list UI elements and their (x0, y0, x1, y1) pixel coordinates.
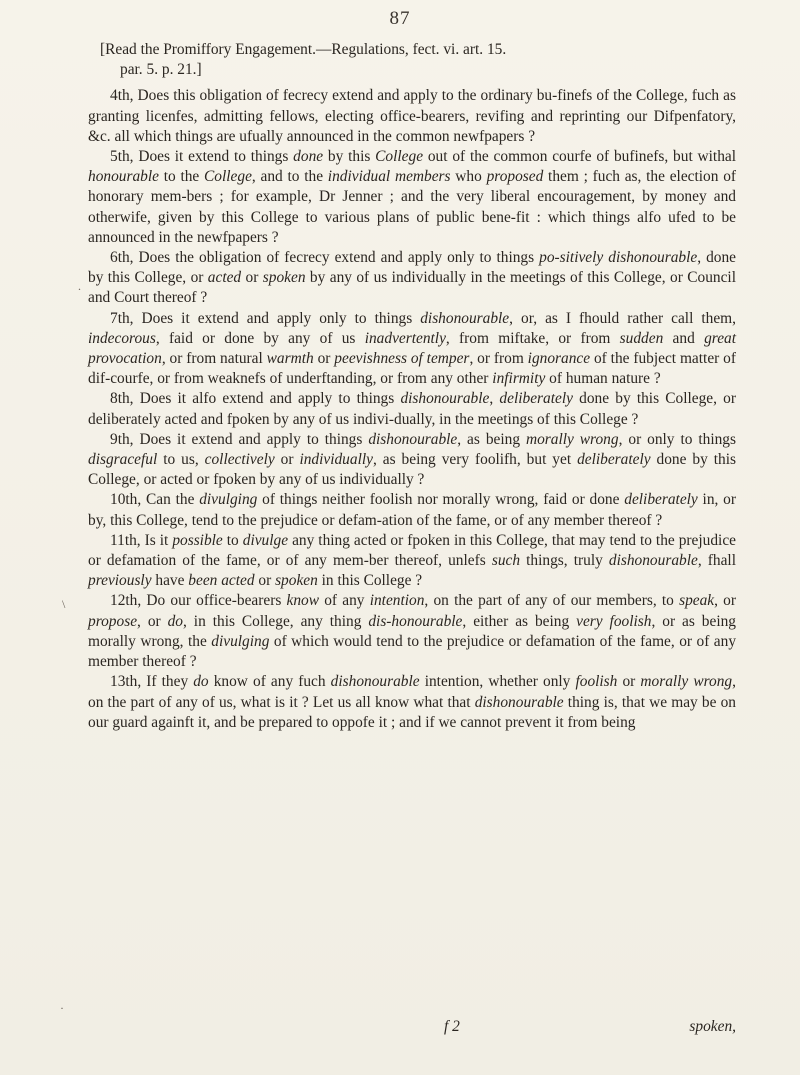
text-run: in this College ? (317, 572, 423, 590)
text-run: 5th, Does it extend to things (110, 148, 294, 166)
italic-run: speak (679, 592, 715, 610)
page-footer (88, 1018, 736, 1040)
italic-run: infirmity (492, 370, 546, 388)
italic-run: proposed (486, 168, 544, 186)
text-run: , from miftake, or from (445, 329, 620, 347)
italic-run: know (286, 592, 320, 610)
page-number: 87 (389, 8, 411, 29)
text-run: them ; fuch as, the election of honorary mem-bers ; for example, Dr Jenner ; and the very liberal encouragement, by money and otherwife, given by this College to various plans of public bene-fit : which things alfo ufed to be announced in the newfpapers ? (88, 168, 737, 246)
italic-run: very foolish (576, 612, 652, 630)
text-run: to us, (157, 451, 205, 469)
text-run: have (151, 572, 189, 590)
text-run: 4th, Does this obligation of fecrecy extend and apply to the ordinary bu-finefs of the College, fuch as granting licenfes, admitting fellows, electing office-bearers, revifing and reprinting our Difpenfatory, &c. all which things are ufually announced in the common newfpapers ? (88, 87, 736, 145)
note-line-1: [Read the Promiffory Engagement.—Regulations, fect. vi. art. 15. (100, 41, 507, 58)
text-run: or (313, 350, 335, 368)
italic-run: foolish (575, 673, 618, 691)
italic-run: individual members (327, 168, 451, 186)
text-run: to the (158, 168, 205, 186)
text-run: know of any fuch (208, 673, 331, 691)
italic-run: spoken (275, 572, 318, 590)
italic-run: divulging (211, 632, 270, 650)
italic-run: dishonourable (330, 673, 420, 691)
text-run: 9th, Does it extend and apply to things (110, 430, 369, 448)
italic-run: done (293, 148, 324, 166)
italic-run: been acted (188, 572, 255, 590)
text-run: , or from (469, 350, 528, 368)
text-run: 10th, Can the (110, 491, 200, 509)
text-run: , or from natural (161, 350, 267, 368)
italic-run: peevishness of temper (334, 350, 470, 368)
italic-run: indecorous (88, 329, 156, 347)
text-run: , done by this College, or (88, 249, 736, 287)
text-run: , fhall (697, 552, 736, 570)
paragraph (88, 430, 736, 491)
italic-run: possible (172, 531, 223, 549)
text-run: or (254, 572, 276, 590)
text-run: or (241, 269, 263, 287)
margin-dot: . (78, 279, 81, 293)
italic-run: morally wrong (640, 673, 733, 691)
italic-run: deliberately (624, 491, 698, 509)
text-run: 12th, Do our office-bearers (110, 592, 287, 610)
text-run: , as being (457, 430, 526, 448)
text-run: , or only to things (618, 430, 736, 448)
text-run: out of the common courfe of bufinefs, but withal (423, 148, 736, 166)
italic-run: warmth (266, 350, 314, 368)
italic-run: individually (299, 451, 373, 469)
text-run: intention, whether only (419, 673, 576, 691)
italic-run: dishonourable (608, 552, 698, 570)
catchword: spoken, (689, 1018, 736, 1035)
signature-mark: f 2 (444, 1018, 460, 1035)
italic-run: divulge (242, 531, 289, 549)
text-run: , or (714, 592, 736, 610)
paragraph (88, 147, 736, 248)
italic-run: do (193, 673, 209, 691)
italic-run: acted (207, 269, 242, 287)
italic-run: inadvertently (364, 329, 446, 347)
text-run: and (663, 329, 705, 347)
text-run: , either as being (462, 612, 577, 630)
margin-dot: · (60, 1001, 64, 1015)
margin-tick: \ (62, 597, 66, 611)
text-run: 6th, Does the obligation of fecrecy extend and apply only to things (110, 249, 540, 267)
text-run: 13th, If they (110, 673, 194, 691)
text-run: of human nature ? (545, 370, 661, 388)
paragraph (88, 490, 736, 530)
text-run: done by this College, or deliberately acted and fpoken by any of us indivi-dually, in the meetings of this College ? (88, 390, 736, 428)
paragraph (88, 86, 736, 147)
italic-run: great provocation (88, 329, 736, 368)
text-run: , on the part of any of us, what is it ? Let us all know what that (88, 673, 736, 711)
italic-run: dishonourable (420, 309, 510, 327)
paragraph (88, 248, 736, 309)
italic-run: dishonourable (368, 430, 458, 448)
text-run: , (489, 390, 500, 408)
italic-run: collectively (204, 451, 275, 469)
text-run: or (617, 673, 641, 691)
italic-run: honourable (88, 168, 159, 186)
text-run: by any of us individually in the meetings of this College, or Council and Court thereof ? (88, 269, 736, 307)
paragraph (88, 672, 736, 733)
text-run: of the fubject matter of dif-courfe, or from weaknefs of underftanding, or from any other (88, 350, 736, 388)
text-run: to (222, 531, 243, 549)
italic-run: spoken (262, 269, 306, 287)
paragraph (88, 389, 736, 429)
italic-run: dis-honourable (368, 612, 463, 630)
text-run: of which would tend to the prejudice or defamation of the fame, or of any member thereof ? (88, 632, 737, 671)
bracket-note (88, 40, 736, 80)
text-run: , or as being morally wrong, the (88, 612, 736, 650)
italic-run: sudden (619, 329, 664, 347)
paragraph (88, 591, 736, 672)
italic-run: morally wrong (525, 430, 619, 448)
italic-run: disgraceful (88, 451, 158, 469)
paragraph-list (88, 86, 736, 733)
note-line-2: par. 5. p. 21.] (120, 61, 202, 79)
italic-run: deliberately (577, 451, 651, 469)
italic-run: previously (88, 572, 152, 590)
italic-run: such (491, 552, 521, 570)
text-run: things, truly (520, 552, 609, 570)
italic-run: deliberately (499, 390, 573, 408)
text-run: , and to the (251, 168, 328, 186)
text-run: by this (323, 148, 376, 166)
text-run: , or, as I fhould rather call them, (509, 309, 736, 327)
italic-run: do (167, 612, 183, 630)
text-run: done by this College, or acted or fpoken by any of us individually ? (88, 451, 736, 489)
italic-run: divulging (199, 491, 258, 509)
text-run: any thing acted or fpoken in this College, that may tend to the prejudice or defamation of the fame, or of any mem-ber thereof, unlefs (88, 531, 736, 570)
italic-run: propose (88, 612, 138, 630)
text-run: 11th, Is it (110, 531, 173, 549)
text-run: , faid or done by any of us (155, 329, 365, 347)
text-run: in, or by, this College, tend to the prejudice or defam-ation of the fame, or of any member thereof ? (88, 491, 736, 529)
text-run: of any (319, 592, 370, 610)
paragraph (88, 309, 736, 390)
text-run: 7th, Does it extend and apply only to things (110, 309, 421, 327)
italic-run: ignorance (527, 350, 591, 368)
text-run: , on the part of any of our members, to (424, 592, 680, 610)
italic-run: College (375, 148, 424, 166)
text-run: , in this College, any thing (183, 612, 369, 630)
text-run: who (450, 168, 487, 186)
italic-run: po-sitively dishonourable (539, 249, 698, 267)
italic-run: intention (369, 592, 425, 610)
italic-run: dishonourable (474, 693, 564, 711)
italic-run: dishonourable (400, 390, 490, 408)
text-run: or (274, 451, 300, 469)
text-run: , as being very foolifh, but yet (372, 451, 578, 469)
text-run: 8th, Does it alfo extend and apply to things (110, 390, 401, 408)
text-run: , or (137, 612, 168, 630)
text-run: of things neither foolish nor morally wrong, faid or done (257, 491, 625, 509)
text-run: thing is, that we may be on our guard againft it, and be prepared to oppofe it ; and if we cannot prevent it from being (88, 693, 737, 731)
page-body (88, 40, 736, 733)
paragraph (88, 531, 736, 592)
italic-run: College (204, 168, 252, 186)
